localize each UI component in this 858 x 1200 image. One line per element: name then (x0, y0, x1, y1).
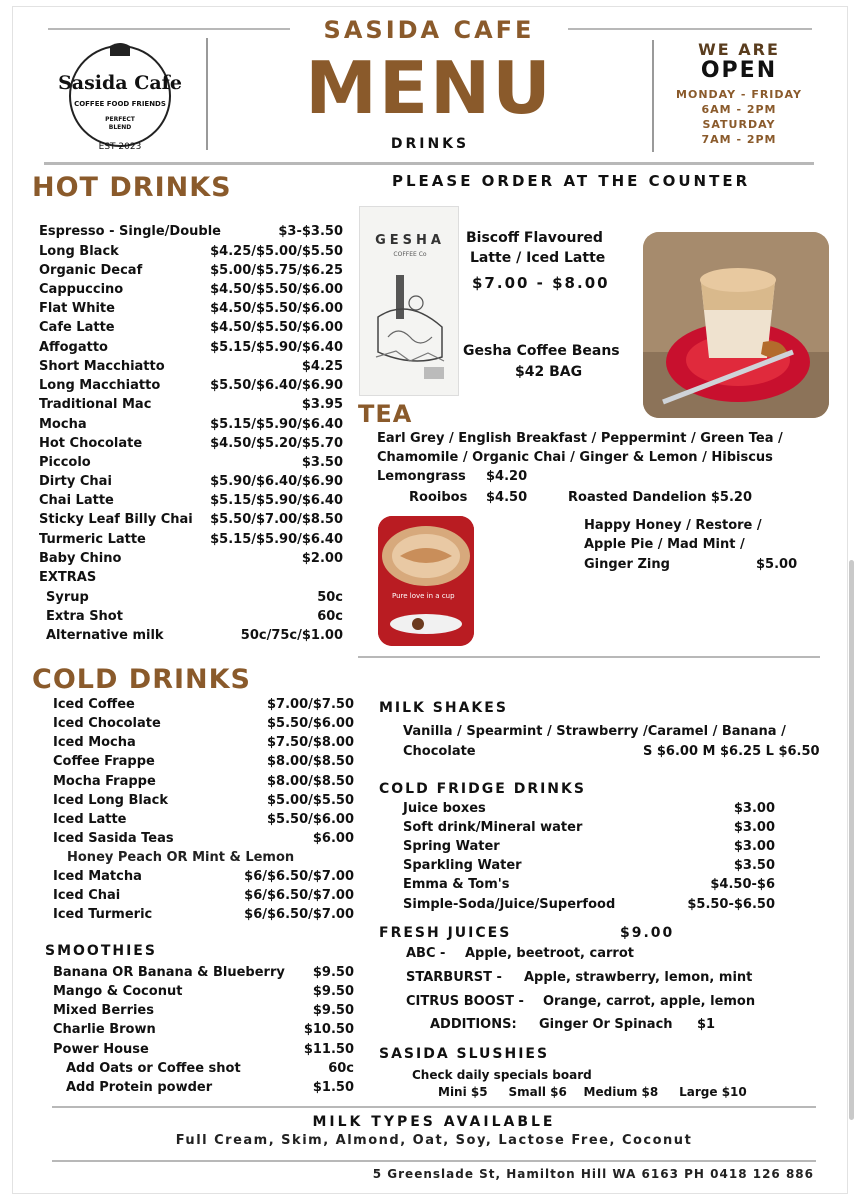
hot-drink-row: Turmeric Latte $5.15/$5.90/$6.40 (39, 532, 343, 547)
smoothie-row: Mango & Coconut $9.50 (53, 984, 354, 999)
hot-drink-row: Dirty Chai $5.90/$6.40/$6.90 (39, 474, 343, 489)
hot-drink-row: Chai Latte $5.15/$5.90/$6.40 (39, 493, 343, 508)
tea-rooibos-price: $4.50 (486, 490, 528, 505)
juice-starburst-label: STARBURST - (406, 970, 502, 985)
milk-shakes-line1: Vanilla / Spearmint / Strawberry /Caramel / Banana / (403, 724, 786, 739)
cafe-name: SASIDA CAFE (323, 16, 535, 44)
tea-lemongrass: Lemongrass (377, 469, 466, 484)
fridge-row: Sparkling Water $3.50 (403, 858, 775, 873)
coffee-bag-image (359, 206, 459, 396)
hours-weekdays: MONDAY - FRIDAY (676, 88, 802, 101)
hours-we-are: WE ARE (698, 40, 780, 59)
footer-address: 5 Greenslade St, Hamilton Hill WA 6163 PH 0418 126 886 (372, 1167, 814, 1181)
tea-title: TEA (358, 400, 413, 428)
cold-drinks-title: COLD DRINKS (32, 664, 251, 695)
hot-drink-row: Cappuccino $4.50/$5.50/$6.00 (39, 282, 343, 297)
hot-drink-row: Cafe Latte $4.50/$5.50/$6.00 (39, 320, 343, 335)
tea-blend-line3: Ginger Zing (584, 557, 670, 572)
tea-dandelion: Roasted Dandelion $5.20 (568, 490, 752, 505)
biscoff-line2: Latte / Iced Latte (470, 250, 606, 266)
cold-drink-row: Iced Long Black $5.00/$5.50 (53, 793, 354, 808)
juice-additions-price: $1 (697, 1017, 716, 1032)
extra-row: Extra Shot 60c (46, 609, 343, 624)
tea-line1: Earl Grey / English Breakfast / Peppermint / Green Tea / (377, 431, 783, 446)
tea-rooibos: Rooibos (409, 490, 468, 505)
section-rule-mid (358, 656, 820, 658)
fridge-title: COLD FRIDGE DRINKS (379, 781, 586, 797)
smoothie-addon-row: Add Oats or Coffee shot 60c (66, 1061, 354, 1076)
fridge-row: Juice boxes $3.00 (403, 801, 775, 816)
scrollbar[interactable] (849, 560, 854, 1120)
extra-row: Alternative milk 50c/75c/$1.00 (46, 628, 343, 643)
beans-price: $42 BAG (515, 364, 583, 380)
header-top-rule-right (568, 28, 812, 30)
tea-blend-price: $5.00 (756, 557, 798, 572)
hot-drinks-title: HOT DRINKS (32, 172, 232, 203)
biscoff-latte-photo (643, 232, 829, 418)
extra-row: Syrup 50c (46, 590, 343, 605)
hot-drink-row: Flat White $4.50/$5.50/$6.00 (39, 301, 343, 316)
cold-drink-row: Iced Coffee $7.00/$7.50 (53, 697, 354, 712)
juice-starburst: Apple, strawberry, lemon, mint (524, 970, 753, 985)
juice-citrus: Orange, carrot, apple, lemon (543, 994, 756, 1009)
cup-caption: Pure love in a cup (392, 592, 455, 600)
hot-drink-row: Hot Chocolate $4.50/$5.20/$5.70 (39, 436, 343, 451)
logo-blend: PERFECT BLEND (105, 116, 135, 131)
tea-blend-line2: Apple Pie / Mad Mint / (584, 537, 745, 552)
milk-shakes-prices: S $6.00 M $6.25 L $6.50 (643, 744, 820, 759)
smoothies-title: SMOOTHIES (45, 943, 157, 959)
hot-drink-row: Affogatto $5.15/$5.90/$6.40 (39, 340, 343, 355)
cafe-logo (50, 38, 190, 158)
slushies-sizes: Mini $5 Small $6 Medium $8 Large $10 (438, 1085, 747, 1099)
extras-title: EXTRAS (39, 570, 97, 585)
milk-types-list: Full Cream, Skim, Almond, Oat, Soy, Lactose Free, Coconut (175, 1133, 693, 1148)
hot-drink-row: Traditional Mac $3.95 (39, 397, 343, 412)
milk-types-title: MILK TYPES AVAILABLE (312, 1114, 556, 1130)
chai-cup-photo (378, 516, 474, 646)
biscoff-price: $7.00 - $8.00 (472, 274, 610, 292)
cold-drink-row: Coffee Frappe $8.00/$8.50 (53, 754, 354, 769)
juice-abc-label: ABC - (406, 946, 446, 961)
milk-shakes-title: MILK SHAKES (379, 700, 508, 716)
hot-drink-row: Long Black $4.25/$5.00/$5.50 (39, 244, 343, 259)
hot-drink-row: Organic Decaf $5.00/$5.75/$6.25 (39, 263, 343, 278)
cold-drink-row: Iced Sasida Teas $6.00 (53, 831, 354, 846)
smoothie-addon-row: Add Protein powder $1.50 (66, 1080, 354, 1095)
cold-drink-row: Iced Turmeric $6/$6.50/$7.00 (53, 907, 354, 922)
fridge-row: Emma & Tom's $4.50-$6 (403, 877, 775, 892)
bag-brand: GESHA (375, 233, 445, 248)
hot-drink-row: Espresso - Single/Double $3-$3.50 (39, 224, 343, 239)
cold-drink-row: Iced Mocha $7.50/$8.00 (53, 735, 354, 750)
juice-citrus-label: CITRUS BOOST - (406, 994, 524, 1009)
hours-saturday: SATURDAY (702, 118, 776, 131)
hot-drink-row: Mocha $5.15/$5.90/$6.40 (39, 417, 343, 432)
juice-additions: Ginger Or Spinach (539, 1017, 673, 1032)
header-top-rule-left (48, 28, 290, 30)
fridge-row: Spring Water $3.00 (403, 839, 775, 854)
hot-drink-row: Piccolo $3.50 (39, 455, 343, 470)
bag-sub: COFFEE Co (393, 251, 427, 258)
fridge-row: Simple-Soda/Juice/Superfood $5.50-$6.50 (403, 897, 775, 912)
biscoff-line1: Biscoff Flavoured (466, 230, 603, 246)
tea-blend-line1: Happy Honey / Restore / (584, 518, 762, 533)
smoothie-row: Power House $11.50 (53, 1042, 354, 1057)
cold-drink-row: Iced Chai $6/$6.50/$7.00 (53, 888, 354, 903)
cold-drink-row: Mocha Frappe $8.00/$8.50 (53, 774, 354, 789)
juice-abc: Apple, beetroot, carrot (465, 946, 634, 961)
hot-drink-row: Short Macchiatto $4.25 (39, 359, 343, 374)
beans-name: Gesha Coffee Beans (463, 343, 620, 359)
header-divider-left (206, 38, 208, 150)
iced-teas-note: Honey Peach OR Mint & Lemon (67, 850, 295, 865)
fridge-row: Soft drink/Mineral water $3.00 (403, 820, 775, 835)
hours-saturday-times: 7AM - 2PM (701, 133, 777, 146)
cold-drink-row: Iced Matcha $6/$6.50/$7.00 (53, 869, 354, 884)
smoothie-row: Charlie Brown $10.50 (53, 1022, 354, 1037)
cold-drink-row: Iced Latte $5.50/$6.00 (53, 812, 354, 827)
order-note: PLEASE ORDER AT THE COUNTER (392, 172, 751, 190)
menu-title: MENU (305, 46, 553, 130)
hot-drink-row: Sticky Leaf Billy Chai $5.50/$7.00/$8.50 (39, 512, 343, 527)
milk-types-rule-top (52, 1106, 816, 1108)
menu-subtitle: DRINKS (390, 136, 470, 152)
juice-additions-label: ADDITIONS: (430, 1017, 517, 1032)
smoothie-row: Mixed Berries $9.50 (53, 1003, 354, 1018)
hours-open: OPEN (700, 58, 778, 83)
juices-price: $9.00 (620, 925, 675, 941)
slushies-title: SASIDA SLUSHIES (379, 1046, 550, 1062)
cold-drink-row: Iced Chocolate $5.50/$6.00 (53, 716, 354, 731)
slushies-note: Check daily specials board (412, 1068, 592, 1082)
logo-est: EST 2023 (98, 142, 142, 152)
hot-drink-row: Long Macchiatto $5.50/$6.40/$6.90 (39, 378, 343, 393)
tea-line2: Chamomile / Organic Chai / Ginger & Lemon / Hibiscus (377, 450, 773, 465)
logo-name: Sasida Cafe (58, 72, 182, 94)
header-divider-right (652, 40, 654, 152)
smoothie-row: Banana OR Banana & Blueberry $9.50 (53, 965, 354, 980)
hours-weekday-times: 6AM - 2PM (701, 103, 777, 116)
hot-drink-row: Baby Chino $2.00 (39, 551, 343, 566)
header-bottom-rule (44, 162, 814, 165)
milk-shakes-line2: Chocolate (403, 744, 476, 759)
milk-types-rule-bottom (52, 1160, 816, 1162)
tea-lemongrass-price: $4.20 (486, 469, 528, 484)
logo-tagline: COFFEE FOOD FRIENDS (74, 100, 166, 108)
juices-title: FRESH JUICES (379, 925, 512, 941)
